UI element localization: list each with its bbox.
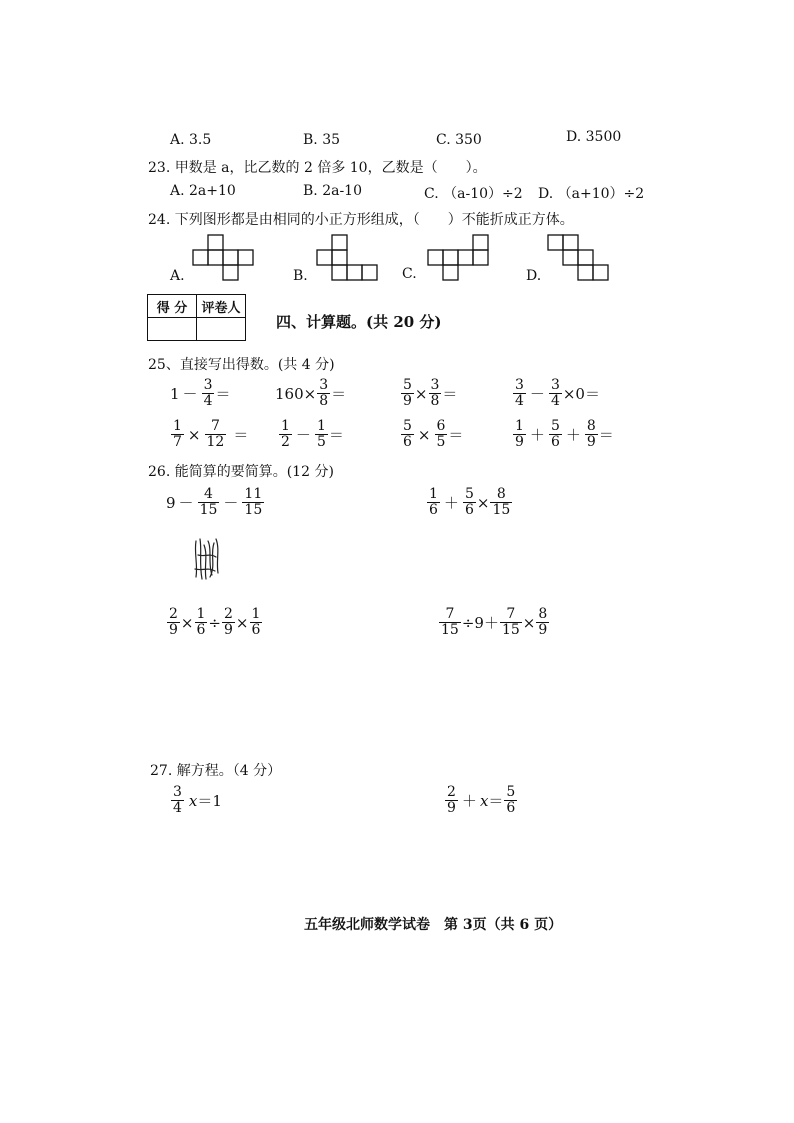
q25-expr-4: $\frac{3}{4}$ － $\frac{3}{4}$ ×0＝ <box>515 377 600 409</box>
q22-option-d: D. 3500 <box>566 129 622 145</box>
q25-stem: 25、直接写出得数。(共 4 分) <box>148 357 335 373</box>
q25-expr-6: $\frac{1}{2}$ － $\frac{1}{5}$ ＝ <box>281 418 344 450</box>
score-table-cell-score <box>148 318 197 341</box>
q24-label-d: D. <box>526 268 542 284</box>
handwritten-scribble <box>190 535 226 583</box>
cube-net-c <box>427 234 493 282</box>
q26-stem: 26. 能简算的要简算。(12 分) <box>148 464 334 480</box>
q25-expr-2: 160× $\frac{3}{8}$ ＝ <box>275 377 347 409</box>
q24-label-c: C. <box>402 266 417 282</box>
q26-expr-3: $\frac{2}{9}$ × $\frac{1}{6}$ ÷ $\frac{2}{9}$ × $\frac{1}{6}$ <box>169 606 261 638</box>
score-table-header-grader: 评卷人 <box>197 295 246 318</box>
q22-option-a: A. 3.5 <box>170 132 212 148</box>
q22-option-c: C. 350 <box>436 132 482 148</box>
q26-expr-4: $\frac{7}{15}$ ÷9＋ $\frac{7}{15}$ × $\frac{8}{9}$ <box>441 606 548 638</box>
q23-option-b: B. 2a-10 <box>303 183 362 199</box>
q23-stem: 23. 甲数是 a，比乙数的 2 倍多 10，乙数是（ ）。 <box>148 160 487 176</box>
score-table-cell-grader <box>197 318 246 341</box>
q26-expr-1: 9 － $\frac{4}{15}$ － $\frac{11}{15}$ <box>166 486 263 518</box>
cube-net-d <box>547 234 609 282</box>
q24-label-b: B. <box>293 268 308 284</box>
page-footer: 五年级北师数学试卷 第 3页（共 6 页） <box>304 917 563 933</box>
q24-stem: 24. 下列图形都是由相同的小正方形组成，（ ）不能折成正方体。 <box>148 212 574 228</box>
score-table <box>147 294 246 341</box>
q23-option-d: D. （a+10）÷2 <box>538 186 645 202</box>
q27-expr-1: $\frac{3}{4}$ x ＝1 <box>173 784 222 816</box>
q23-option-c: C. （a-10）÷2 <box>424 186 523 202</box>
q25-expr-3: $\frac{5}{9}$ × $\frac{3}{8}$ ＝ <box>403 377 458 409</box>
q22-option-b: B. 35 <box>303 132 341 148</box>
score-table-header-score: 得 分 <box>148 295 197 318</box>
q25-expr-7: $\frac{5}{6}$ × $\frac{6}{5}$ ＝ <box>403 418 464 450</box>
q27-expr-2: $\frac{2}{9}$ ＋ x ＝ $\frac{5}{6}$ <box>447 784 516 816</box>
q25-expr-8: $\frac{1}{9}$ ＋ $\frac{5}{6}$ ＋ $\frac{8}{9}$ ＝ <box>515 418 614 450</box>
q24-label-a: A. <box>170 268 185 284</box>
cube-net-b <box>316 234 382 282</box>
section-4-title: 四、计算题。(共 20 分) <box>276 313 442 331</box>
q25-expr-1: 1 － $\frac{3}{4}$ ＝ <box>170 377 231 409</box>
q23-option-a: A. 2a+10 <box>170 183 236 199</box>
q26-expr-2: $\frac{1}{6}$ ＋ $\frac{5}{6}$ × $\frac{8}{15}$ <box>429 486 511 518</box>
q27-stem: 27. 解方程。（4 分） <box>150 763 282 779</box>
q25-expr-5: $\frac{1}{7}$ × $\frac{7}{12}$ ＝ <box>173 418 249 450</box>
cube-net-a <box>192 234 256 282</box>
